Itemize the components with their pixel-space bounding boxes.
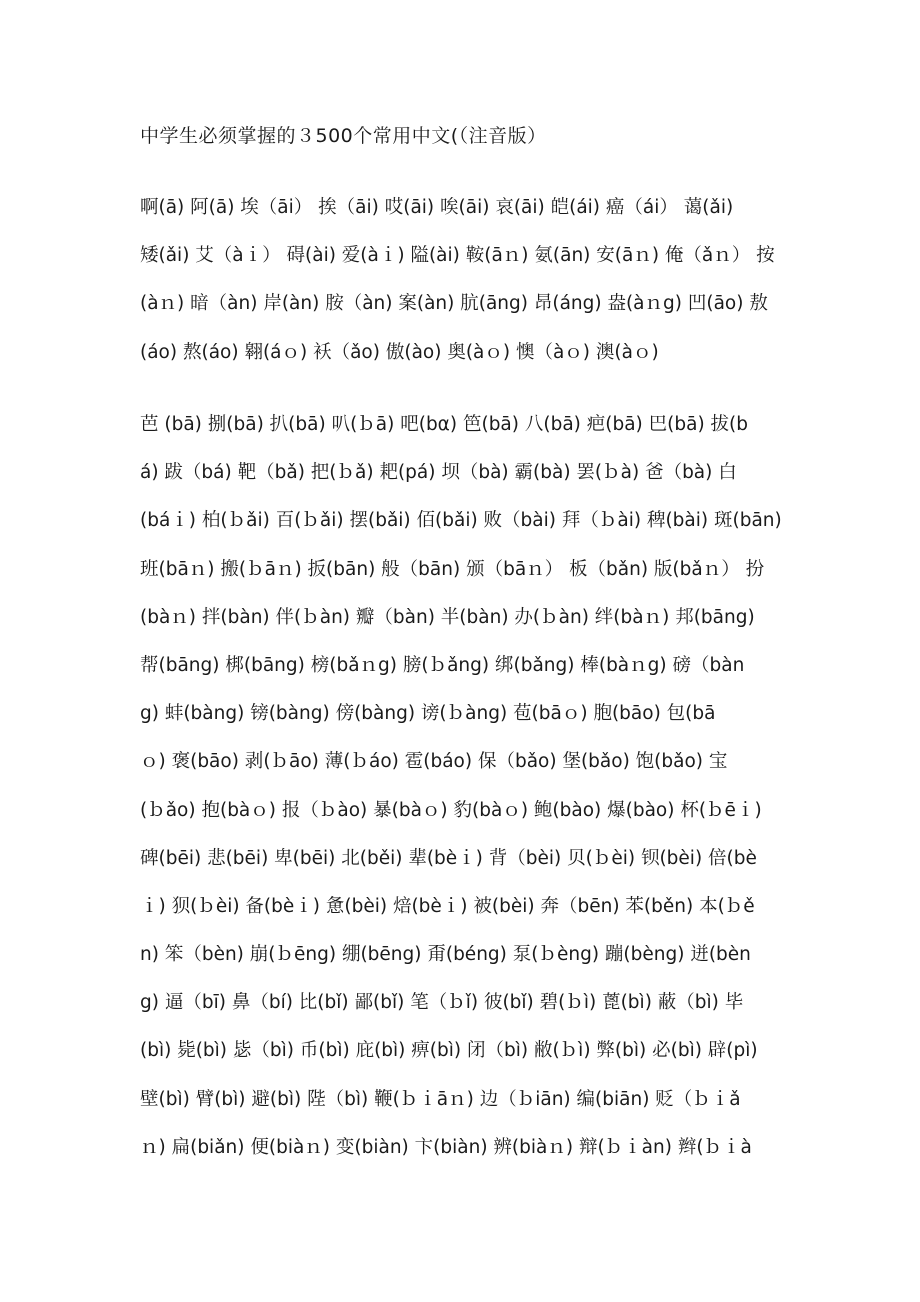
text-line: ｉ) 狈(ｂèi) 备(bèｉ) 惫(bèi) 焙(bèｉ) 被(bèi) 奔（bēn) 苯(běn) 本(ｂě — [140, 895, 755, 917]
text-line: 矮(ǎi) 艾（àｉ） 碍(ài) 爱(àｉ) 隘(ài) 鞍(āｎ) 氨(ān) 安(āｎ) 俺（ǎｎ） 按 — [140, 245, 775, 267]
text-line: 啊(ā) 阿(ā) 埃（āi） 挨（āi) 哎(āi) 唉(āi) 哀(āi) 皑(ái) 癌（ái） 蔼(ǎi) — [140, 197, 734, 218]
text-line: á) 跋（bá) 靶（bǎ) 把(ｂǎ) 耙(pá) 坝（bà) 霸(bà) 罢(ｂà) 爸（bà) 白 — [140, 462, 737, 484]
text-line: g) 蚌(bàng) 镑(bàng) 傍(bàng) 谤(ｂàng) 苞(bāｏ) 胞(bāo) 包(bā — [140, 703, 716, 725]
text-line: 帮(bāng) 梆(bāng) 榜(bǎｎg) 膀(ｂǎng) 绑(bǎng) 棒(bàｎg) 磅（bàn — [140, 654, 745, 676]
document-title: 中学生必须掌握的３500个常用中文(（注音版） — [140, 125, 547, 147]
text-line: (áo) 熬(áo) 翱(áｏ) 袄（ǎo) 傲(ào) 奥(àｏ) 懊（àｏ) 澳(àｏ) — [140, 341, 659, 363]
paragraph-b-initials — [140, 410, 785, 1181]
text-line: 碑(bēi) 悲(bēi) 卑(bēi) 北(běi) 辈(bèｉ) 背（bèi) 贝(ｂèi) 钡(bèi) 倍(bè — [140, 847, 757, 869]
text-line: (báｉ) 柏(ｂǎi) 百(ｂǎi) 摆(bǎi) 佰(bǎi) 败（bài) 拜（ｂài) 稗(bài) 斑(bān) — [140, 510, 782, 532]
text-line: n) 笨（bèn) 崩(ｂēng) 绷(bēng) 甭(béng) 泵(ｂèng) 蹦(bèng) 迸(bèn — [140, 944, 751, 966]
text-line: (àｎ) 暗（àn) 岸(àn) 胺（àn) 案(àn) 肮(āng) 昂(áng) 盎(àｎg) 凹(āo) 敖 — [140, 293, 768, 315]
text-line: 班(bāｎ) 搬(ｂāｎ) 扳(bān) 般（bān) 颁（bāｎ） 板（bǎn) 版(bǎｎ） 扮 — [140, 558, 765, 580]
text-line: 壁(bì) 臂(bì) 避(bì) 陛（bì) 鞭(ｂｉāｎ) 边（ｂiān) 编(biān) 贬（ｂｉǎ — [140, 1088, 741, 1110]
text-line: 芭 (bā) 捌(bā) 扒(bā) 叭(ｂā) 吧(bα) 笆(bā) 八(bā) 疤(bā) 巴(bā) 拔(b — [140, 414, 749, 435]
text-line: ｎ) 扁(biǎn) 便(biàｎ) 变(biàn) 卞(biàn) 辨(biàｎ) 辩(ｂｉàn) 辫(ｂｉà — [140, 1136, 752, 1158]
text-line: (bì) 毙(bì) 毖（bì) 币(bì) 庇(bì) 痹(bì) 闭（bì) 敝(ｂì) 弊(bì) 必(bì) 辟(pì) — [140, 1040, 758, 1062]
text-line: ｏ) 褒(bāo) 剥(ｂāo) 薄(ｂáo) 雹(báo) 保（bǎo) 堡(bǎo) 饱(bǎo) 宝 — [140, 751, 728, 773]
text-line: (bàｎ) 拌(bàn) 伴(ｂàn) 瓣（bàn) 半(bàn) 办(ｂàn) 绊(bàｎ) 邦(bāng) — [140, 606, 755, 628]
paragraph-a-initials — [140, 193, 785, 386]
text-line: g) 逼（bī) 鼻（bí) 比(bǐ) 鄙(bǐ) 笔（ｂǐ) 彼(bǐ) 碧(ｂì) 蓖(bì) 蔽（bì) 毕 — [140, 992, 744, 1014]
text-line: (ｂǎo) 抱(bàｏ) 报（ｂào) 暴(bàｏ) 豹(bàｏ) 鲍(bào) 爆(bào) 杯(ｂēｉ) — [140, 799, 762, 821]
